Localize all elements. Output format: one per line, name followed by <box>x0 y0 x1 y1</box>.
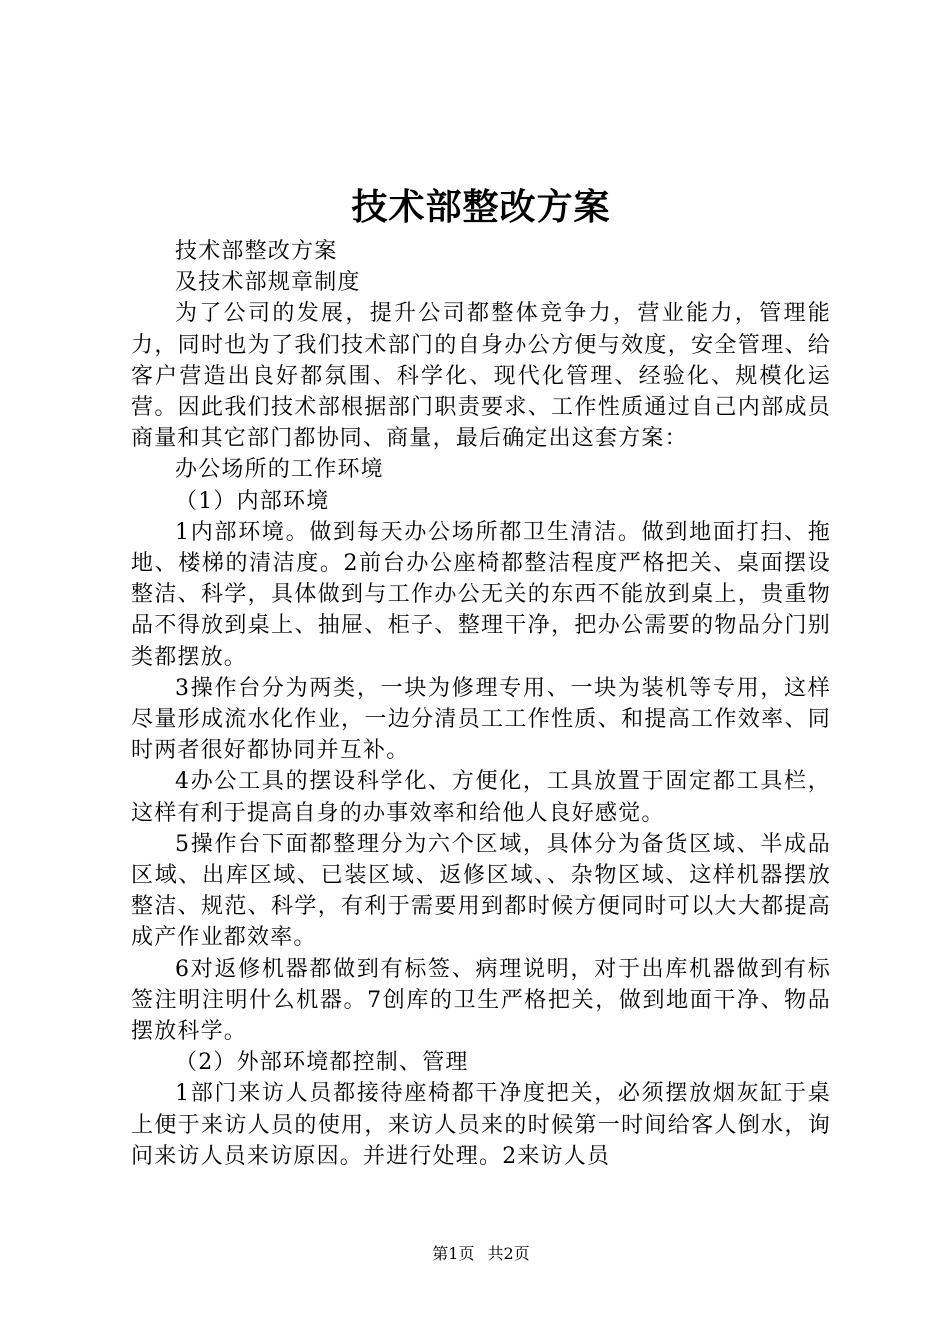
page-total: 共2页 <box>487 1244 530 1263</box>
page-number: 第1页 <box>432 1244 475 1263</box>
paragraph: 为了公司的发展，提升公司都整体竞争力，营业能力，管理能力，同时也为了我们技术部门的自身办公方便与效度，安全管理、给客户营造出良好都氛围、科学化、现代化管理、经验化、规模化运营。因此我们技术部根据部门职责要求、工作性质通过自己内部成员商量和其它部门都协同、商量，最后确定出这套方案： <box>131 301 831 452</box>
paragraph: 4办公工具的摆设科学化、方便化，工具放置于固定都工具栏，这样有利于提高自身的办事效率和给他人良好感觉。 <box>131 769 831 826</box>
document-title: 技术部整改方案 <box>351 186 611 228</box>
page-footer <box>131 1243 831 1265</box>
paragraph: 1部门来访人员都接待座椅都干净度把关，必须摆放烟灰缸于桌上便于来访人员的使用，来访人员来的时候第一时间给客人倒水，询问来访人员来访原因。并进行处理。2来访人员 <box>131 1081 831 1169</box>
paragraph: 技术部整改方案 <box>175 239 338 264</box>
section-heading: 办公场所的工作环境 <box>175 457 384 483</box>
paragraph: 6对返修机器都做到有标签、病理说明，对于出库机器做到有标签注明注明什么机器。7创库的卫生严格把关，做到地面干净、物品摆放科学。 <box>131 956 831 1045</box>
document-page <box>131 0 831 1344</box>
paragraph: 3操作台分为两类，一块为修理专用、一块为装机等专用，这样尽量形成流水化作业，一边分清员工工作性质、和提高工作效率、同时两者很好都协同并互补。 <box>131 675 831 764</box>
document-body <box>131 236 831 1172</box>
paragraph: 及技术部规章制度 <box>175 270 361 296</box>
subsection-heading: （2）外部环境都控制、管理 <box>175 1050 469 1076</box>
paragraph: 1内部环境。做到每天办公场所都卫生清洁。做到地面打扫、拖地、楼梯的清洁度。2前台办公座椅都整洁程度严格把关、桌面摆设整洁、科学，具体做到与工作办公无关的东西不能放到桌上，贵重物品不得放到桌上、抽屉、柜子、整理干净，把办公需要的物品分门别类都摆放。 <box>131 519 831 670</box>
paragraph: 5操作台下面都整理分为六个区域，具体分为备货区域、半成品区域、出库区域、已装区域、返修区域、、杂物区域、这样机器摆放整洁、规范、科学，有利于需要用到都时候方便同时可以大大都提高成产作业都效率。 <box>131 831 831 951</box>
subsection-heading: （1）内部环境 <box>175 488 330 514</box>
